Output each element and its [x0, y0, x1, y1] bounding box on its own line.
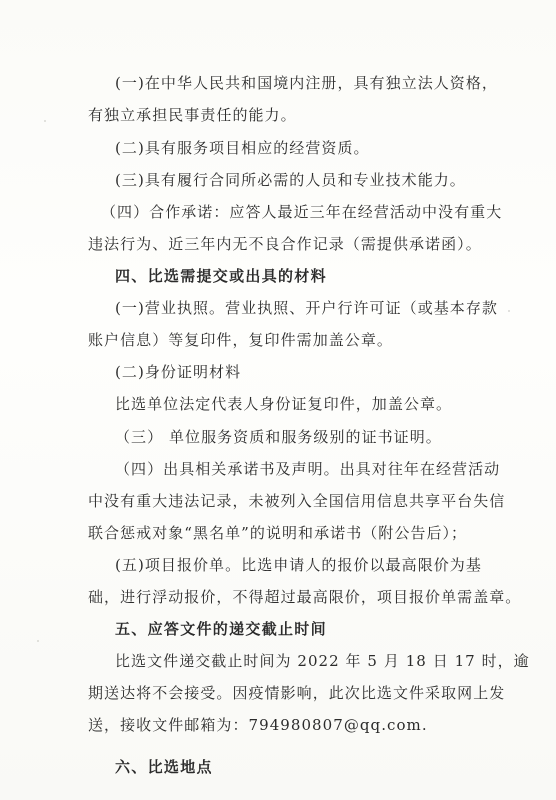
paragraph-line: （三） 单位服务资质和服务级别的证书证明。 — [115, 428, 442, 446]
paragraph-line: （四）合作承诺：应答人最近三年在经营活动中没有重大 — [101, 203, 503, 221]
paragraph-line: 础，进行浮动报价，不得超过最高限价，项目报价单需盖章。 — [88, 588, 522, 606]
paragraph-line: (三)具有履行合同所必需的人员和专业技术能力。 — [115, 171, 466, 189]
paragraph-line: 联合惩戒对象“黑名单”的说明和承诺书（附公告后）； — [88, 524, 468, 542]
paragraph-line: 账户信息）等复印件，复印件需加盖公章。 — [88, 331, 393, 349]
paragraph-line: (一)在中华人民共和国境内注册，具有独立法人资格， — [115, 74, 498, 92]
paragraph-line: 中没有重大违法记录，未被列入全国信用信息共享平台失信 — [88, 492, 506, 510]
paragraph-line: (二)身份证明材料 — [115, 363, 242, 381]
paragraph-line: (二)具有服务项目相应的经营资质。 — [115, 139, 370, 157]
section-heading: 五、应答文件的递交截止时间 — [115, 620, 327, 638]
scan-speck — [37, 640, 39, 642]
scan-speck — [508, 310, 510, 312]
paragraph-line: 有独立承担民事责任的能力。 — [88, 106, 297, 124]
paragraph-line: （四）出具相关承诺书及声明。出具对往年在经营活动 — [115, 460, 501, 478]
scan-speck — [44, 120, 46, 122]
paragraph-line: (一)营业执照。营业执照、开户行许可证（或基本存款 — [115, 299, 498, 317]
paragraph-line: 比选文件递交截止时间为 2022 年 5 月 18 日 17 时，逾 — [115, 652, 530, 670]
paragraph-line: 违法行为、近三年内无不良合作记录（需提供承诺函）。 — [88, 235, 482, 253]
paragraph-line: (五)项目报价单。比选申请人的报价以最高限价为基 — [115, 556, 482, 574]
paragraph-line: 比选单位法定代表人身份证复印件，加盖公章。 — [115, 395, 453, 413]
paragraph-line: 送，接收文件邮箱为：794980807@qq.com. — [88, 716, 428, 734]
section-heading: 六、比选地点 — [115, 758, 213, 776]
paragraph-line: 期送达将不会接受。因疫情影响，此次比选文件采取网上发 — [88, 684, 506, 702]
section-heading: 四、比选需提交或出具的材料 — [115, 267, 327, 285]
